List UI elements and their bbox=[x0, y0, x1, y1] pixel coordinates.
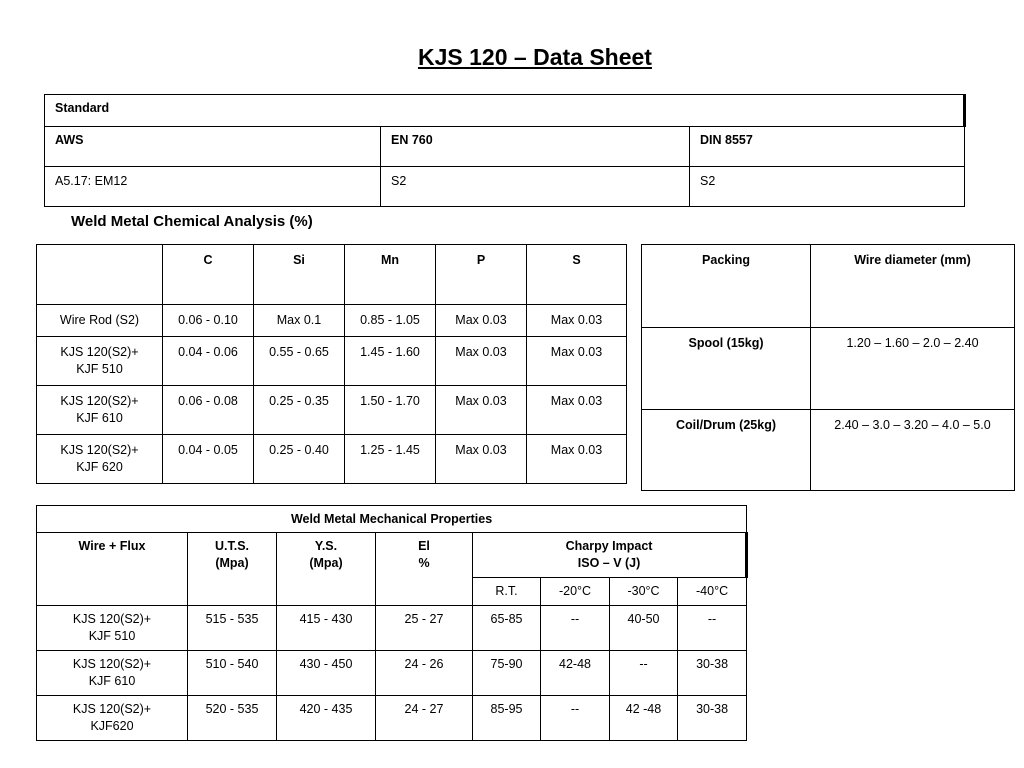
mech-row-name: KJS 120(S2)+ KJF 610 bbox=[37, 651, 188, 696]
mech-cell-impact: 42 -48 bbox=[610, 696, 678, 741]
table-row bbox=[37, 305, 627, 337]
table-row bbox=[37, 696, 747, 741]
mech-cell-ys: 420 - 435 bbox=[277, 696, 376, 741]
mech-cell-impact: 30-38 bbox=[678, 651, 747, 696]
chem-row-name: Wire Rod (S2) bbox=[37, 305, 163, 337]
standard-header: Standard bbox=[45, 95, 965, 127]
packing-type: Coil/Drum (25kg) bbox=[642, 410, 811, 491]
chem-row-name: KJS 120(S2)+ KJF 510 bbox=[37, 337, 163, 386]
chem-row-name: KJS 120(S2)+ KJF 610 bbox=[37, 386, 163, 435]
chem-col-mn: Mn bbox=[345, 245, 436, 305]
mechanical-properties-table bbox=[36, 505, 748, 741]
standard-value-en760: S2 bbox=[381, 167, 690, 207]
chem-cell: Max 0.03 bbox=[527, 305, 627, 337]
mech-cell-impact: -- bbox=[610, 651, 678, 696]
mech-cell-impact: 30-38 bbox=[678, 696, 747, 741]
mech-cell-impact: -- bbox=[541, 606, 610, 651]
chem-corner-cell bbox=[37, 245, 163, 305]
chem-col-p: P bbox=[436, 245, 527, 305]
chem-cell: 0.04 - 0.06 bbox=[163, 337, 254, 386]
mech-cell-el: 24 - 26 bbox=[376, 651, 473, 696]
chem-col-c: C bbox=[163, 245, 254, 305]
table-row bbox=[37, 435, 627, 484]
packing-type: Spool (15kg) bbox=[642, 328, 811, 410]
chem-cell: 0.06 - 0.10 bbox=[163, 305, 254, 337]
standard-col-din8557: DIN 8557 bbox=[690, 127, 965, 167]
chem-cell: Max 0.03 bbox=[436, 305, 527, 337]
chem-cell: 0.25 - 0.35 bbox=[254, 386, 345, 435]
mech-row-name: KJS 120(S2)+ KJF620 bbox=[37, 696, 188, 741]
mechanical-title: Weld Metal Mechanical Properties bbox=[37, 506, 747, 533]
packing-diameters: 2.40 – 3.0 – 3.20 – 4.0 – 5.0 bbox=[811, 410, 1015, 491]
chem-cell: Max 0.03 bbox=[436, 386, 527, 435]
mech-cell-el: 25 - 27 bbox=[376, 606, 473, 651]
mech-cell-impact: 40-50 bbox=[610, 606, 678, 651]
chem-cell: 0.04 - 0.05 bbox=[163, 435, 254, 484]
mech-cell-impact: 75-90 bbox=[473, 651, 541, 696]
chem-col-si: Si bbox=[254, 245, 345, 305]
chem-cell: 0.25 - 0.40 bbox=[254, 435, 345, 484]
table-row bbox=[37, 337, 627, 386]
chem-cell: 0.06 - 0.08 bbox=[163, 386, 254, 435]
chem-cell: 1.50 - 1.70 bbox=[345, 386, 436, 435]
standard-value-aws: A5.17: EM12 bbox=[45, 167, 381, 207]
standard-table bbox=[44, 94, 966, 207]
mech-cell-impact: 65-85 bbox=[473, 606, 541, 651]
chem-cell: Max 0.1 bbox=[254, 305, 345, 337]
chem-col-s: S bbox=[527, 245, 627, 305]
table-row bbox=[642, 328, 1015, 410]
packing-table bbox=[641, 244, 1015, 491]
charpy-temp-rt: R.T. bbox=[473, 578, 541, 606]
mech-cell-uts: 520 - 535 bbox=[188, 696, 277, 741]
mech-col-charpy: Charpy Impact ISO – V (J) bbox=[473, 533, 747, 578]
charpy-temp-minus20: -20°C bbox=[541, 578, 610, 606]
table-row bbox=[37, 386, 627, 435]
chem-cell: 0.85 - 1.05 bbox=[345, 305, 436, 337]
standard-col-en760: EN 760 bbox=[381, 127, 690, 167]
mech-cell-impact: -- bbox=[541, 696, 610, 741]
mech-cell-el: 24 - 27 bbox=[376, 696, 473, 741]
table-row bbox=[37, 651, 747, 696]
packing-col-diameter: Wire diameter (mm) bbox=[811, 245, 1015, 328]
mech-cell-impact: 85-95 bbox=[473, 696, 541, 741]
chem-cell: Max 0.03 bbox=[527, 435, 627, 484]
chem-cell: Max 0.03 bbox=[436, 337, 527, 386]
mech-col-el: El % bbox=[376, 533, 473, 606]
mech-col-wire-flux: Wire + Flux bbox=[37, 533, 188, 606]
packing-diameters: 1.20 – 1.60 – 2.0 – 2.40 bbox=[811, 328, 1015, 410]
chem-cell: 0.55 - 0.65 bbox=[254, 337, 345, 386]
mech-row-name: KJS 120(S2)+ KJF 510 bbox=[37, 606, 188, 651]
mech-cell-ys: 415 - 430 bbox=[277, 606, 376, 651]
mech-cell-impact: -- bbox=[678, 606, 747, 651]
mech-cell-impact: 42-48 bbox=[541, 651, 610, 696]
charpy-temp-minus40: -40°C bbox=[678, 578, 747, 606]
mech-col-ys: Y.S. (Mpa) bbox=[277, 533, 376, 606]
chem-row-name: KJS 120(S2)+ KJF 620 bbox=[37, 435, 163, 484]
chem-cell: Max 0.03 bbox=[436, 435, 527, 484]
table-row bbox=[37, 606, 747, 651]
chem-cell: Max 0.03 bbox=[527, 337, 627, 386]
chemical-analysis-heading: Weld Metal Chemical Analysis (%) bbox=[71, 213, 313, 230]
chem-cell: 1.45 - 1.60 bbox=[345, 337, 436, 386]
standard-col-aws: AWS bbox=[45, 127, 381, 167]
mech-col-uts: U.T.S. (Mpa) bbox=[188, 533, 277, 606]
packing-col-packing: Packing bbox=[642, 245, 811, 328]
mech-cell-uts: 515 - 535 bbox=[188, 606, 277, 651]
table-row bbox=[642, 410, 1015, 491]
chem-cell: Max 0.03 bbox=[527, 386, 627, 435]
page-title: KJS 120 – Data Sheet bbox=[418, 44, 652, 70]
chem-cell: 1.25 - 1.45 bbox=[345, 435, 436, 484]
standard-value-din8557: S2 bbox=[690, 167, 965, 207]
mech-cell-ys: 430 - 450 bbox=[277, 651, 376, 696]
chemical-analysis-table bbox=[36, 244, 627, 484]
mech-cell-uts: 510 - 540 bbox=[188, 651, 277, 696]
charpy-temp-minus30: -30°C bbox=[610, 578, 678, 606]
